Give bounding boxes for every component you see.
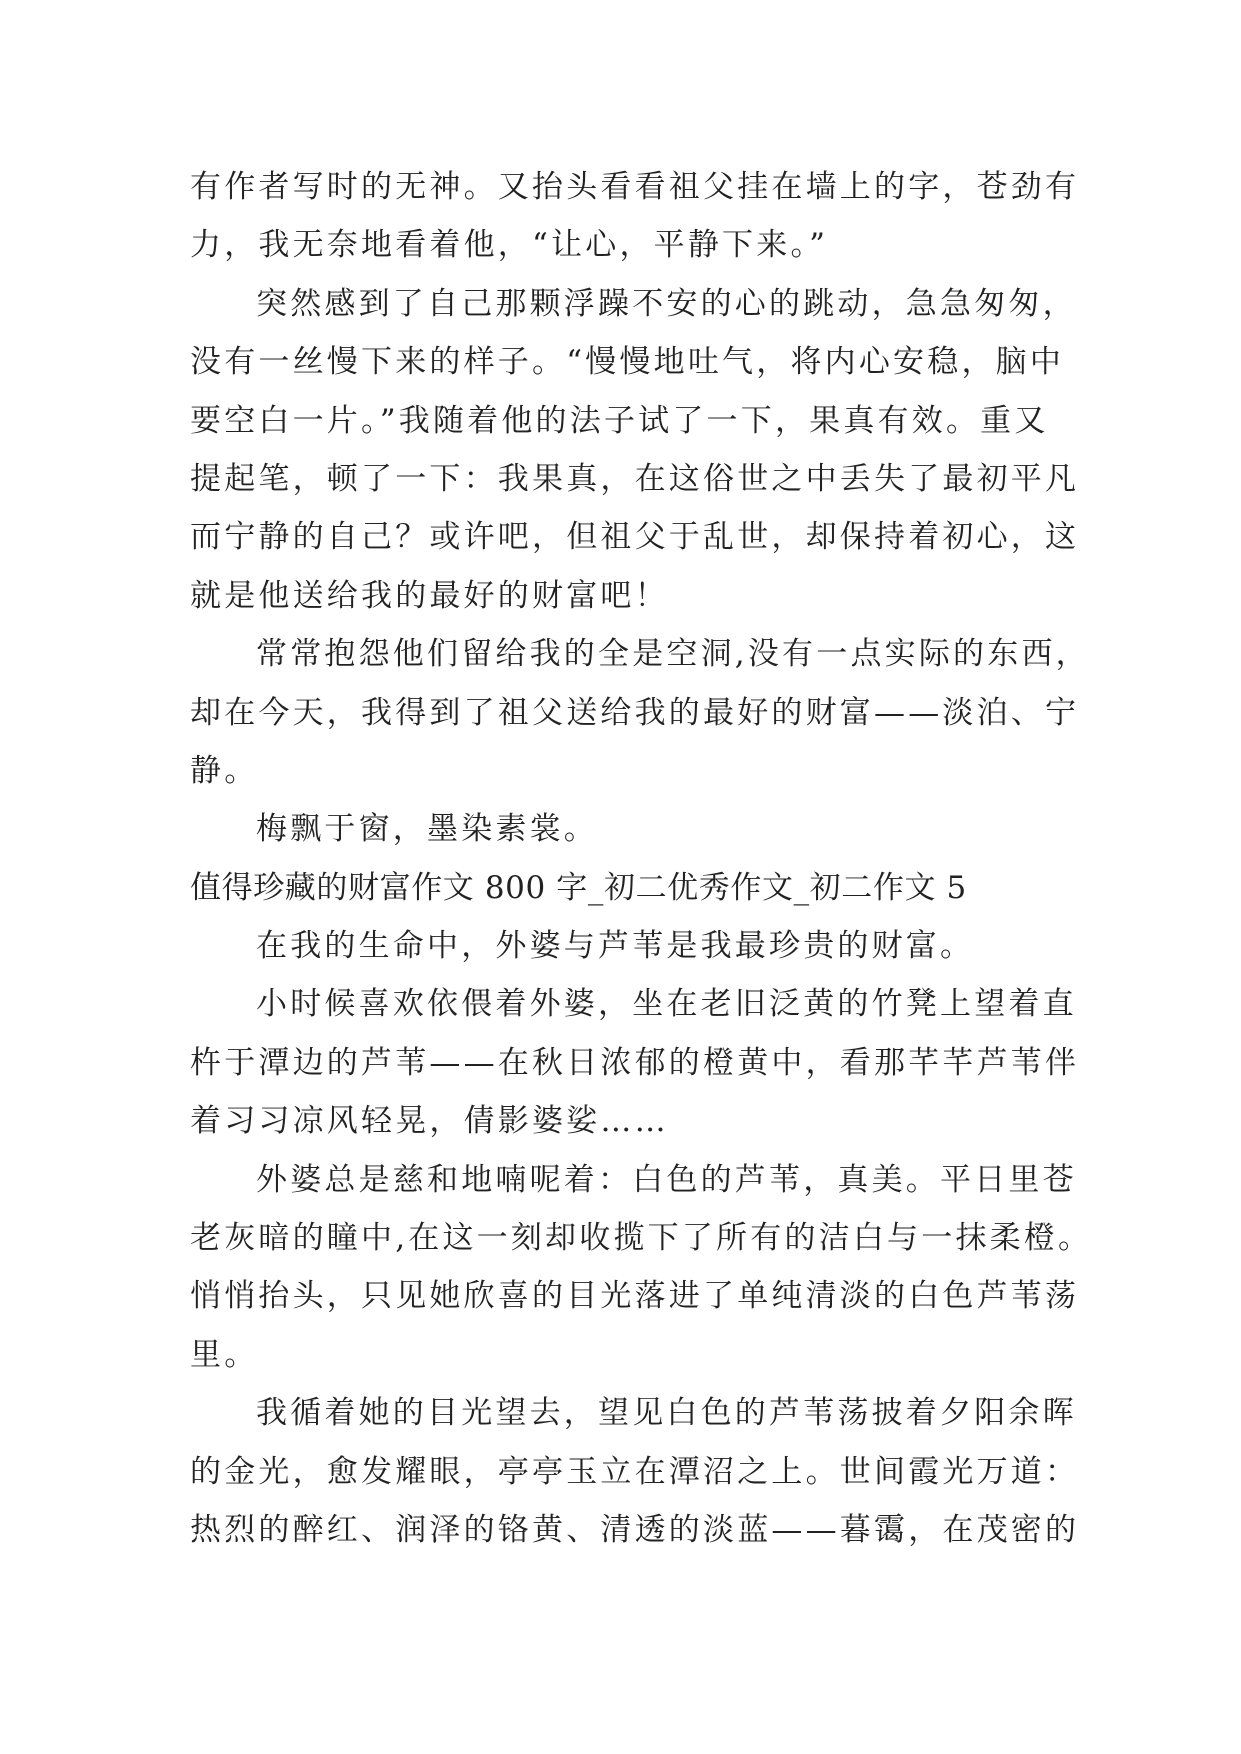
- text-line: 没有一丝慢下来的样子。“慢慢地吐气，将内心安稳，脑中: [190, 344, 1065, 381]
- text-line: 而宁静的自己？或许吧，但祖父于乱世，却保持着初心，这: [190, 519, 1080, 556]
- text-line: 要空白一片。”我随着他的法子试了一下，果真有效。重又: [190, 402, 1049, 439]
- text-line: 常常抱怨他们留给我的全是空洞,没有一点实际的东西，: [256, 636, 1090, 673]
- body-text: [190, 158, 1093, 1559]
- text-line: 老灰暗的瞳中,在这一刻却收揽下了所有的洁白与一抹柔橙。: [190, 1220, 1093, 1257]
- text-line: 小时候喜欢依偎着外婆，坐在老旧泛黄的竹凳上望着直: [256, 986, 1077, 1023]
- text-line: 我循着她的目光望去，望见白色的芦苇荡披着夕阳余晖: [256, 1395, 1077, 1432]
- text-line: 提起笔，顿了一下：我果真，在这俗世之中丢失了最初平凡: [190, 460, 1080, 497]
- text-line: 热烈的醉红、润泽的铬黄、清透的淡蓝——暮霭，在茂密的: [190, 1511, 1080, 1548]
- text-line: 有作者写时的无神。又抬头看看祖父挂在墙上的字，苍劲有: [190, 169, 1080, 205]
- text-line: 着习习凉风轻晃，倩影婆娑……: [190, 1103, 669, 1140]
- text-line: 静。: [190, 752, 259, 789]
- text-line: 就是他送给我的最好的财富吧！: [190, 577, 669, 614]
- text-line: 悄悄抬头，只见她欣喜的目光落进了单纯清淡的白色芦苇荡: [190, 1278, 1080, 1315]
- text-line: 突然感到了自己那颗浮躁不安的心的跳动，急急匆匆，: [256, 285, 1077, 322]
- text-line: 却在今天，我得到了祖父送给我的最好的财富——淡泊、宁: [190, 694, 1080, 731]
- text-line: 里。: [190, 1336, 259, 1373]
- text-line: 力，我无奈地看着他，“让心，平静下来。”: [190, 227, 829, 264]
- text-line: 在我的生命中，外婆与芦苇是我最珍贵的财富。: [256, 928, 975, 965]
- text-line: 外婆总是慈和地喃呢着：白色的芦苇，真美。平日里苍: [256, 1161, 1077, 1198]
- text-line: 的金光，愈发耀眼，亭亭玉立在潭沼之上。世间霞光万道：: [190, 1453, 1080, 1490]
- section-heading: 值得珍藏的财富作文 800 字_初二优秀作文_初二作文 5: [190, 869, 967, 906]
- text-line: 梅飘于窗，墨染素裳。: [256, 811, 598, 848]
- text-line: 杵于潭边的芦苇——在秋日浓郁的橙黄中，看那芊芊芦苇伴: [190, 1044, 1080, 1081]
